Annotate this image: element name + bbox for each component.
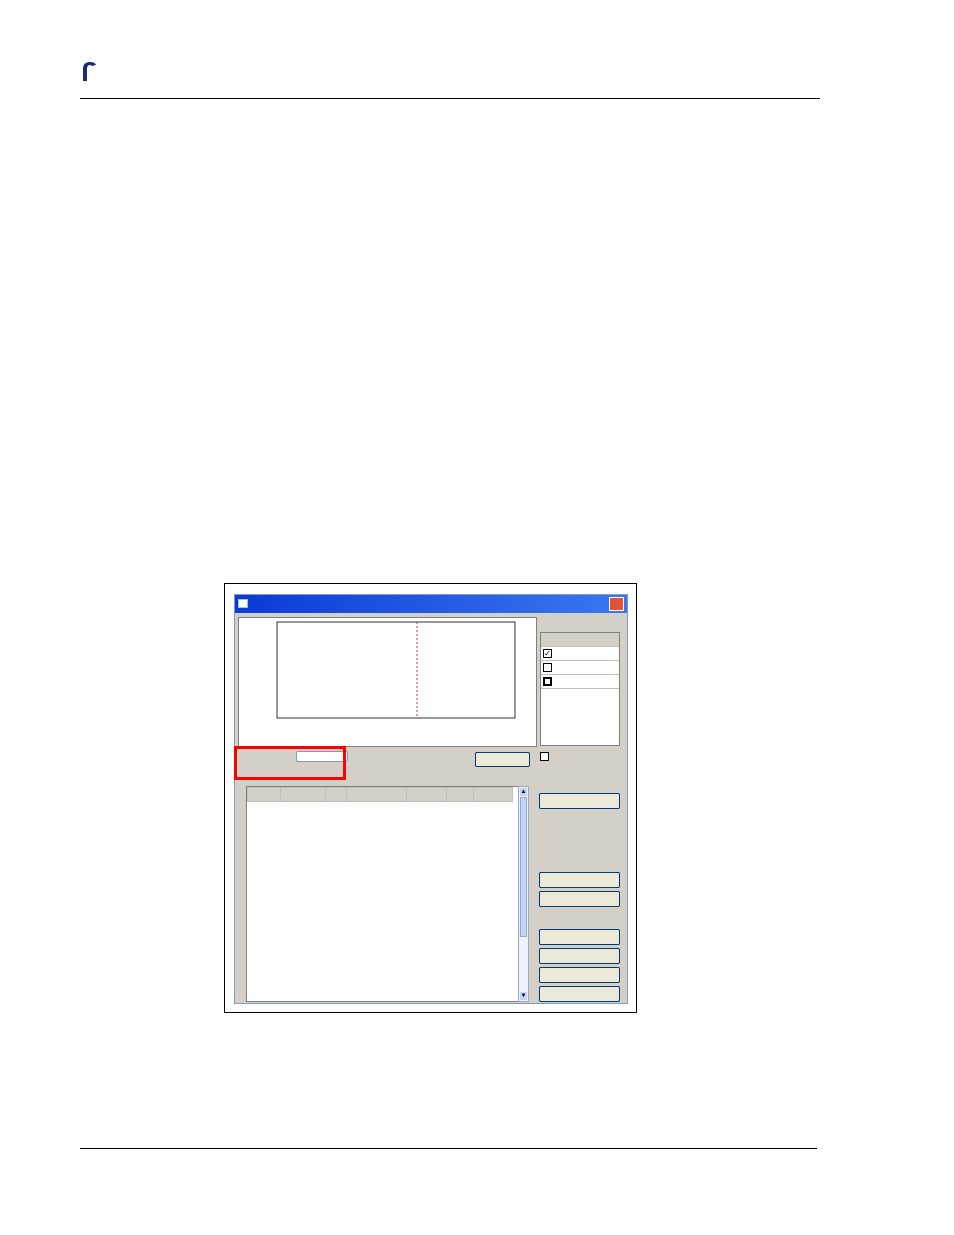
window-icon — [238, 599, 248, 608]
col-peaks[interactable] — [326, 788, 347, 802]
figure-frame — [224, 583, 637, 1013]
col-percent-area[interactable] — [447, 788, 474, 802]
close-icon[interactable] — [609, 597, 624, 611]
save-button[interactable] — [539, 967, 620, 983]
scroll-up-icon[interactable]: ▲ — [520, 789, 527, 795]
peaks-table — [247, 787, 513, 802]
mass-checklist — [540, 632, 620, 746]
checklist-item-99[interactable] — [541, 675, 619, 689]
table-scrollbar[interactable] — [518, 786, 529, 1002]
hide-graph-checkbox[interactable] — [540, 752, 549, 761]
inficon-logo — [80, 58, 200, 86]
print-button[interactable] — [539, 948, 620, 964]
col-peak-response[interactable] — [347, 788, 407, 802]
scroll-thumb[interactable] — [520, 797, 527, 937]
search-button[interactable] — [539, 793, 620, 809]
checklist-item-0[interactable] — [541, 661, 619, 675]
peaks-found-window — [234, 594, 628, 1004]
highlight-box — [234, 746, 346, 780]
scroll-down-icon[interactable]: ▼ — [520, 993, 527, 999]
window-titlebar — [235, 595, 627, 613]
checkbox-0[interactable] — [543, 663, 552, 672]
peaks-table-container — [246, 786, 529, 1002]
chromatogram-panel — [238, 617, 537, 747]
redo-peak-search-button[interactable] — [539, 872, 620, 888]
peak-search-param-button[interactable] — [539, 891, 620, 907]
close-button[interactable] — [539, 986, 620, 1002]
checkbox-resp[interactable]: ✓ — [544, 649, 551, 658]
checklist-header — [541, 633, 619, 647]
footer-rule — [80, 1148, 817, 1149]
checklist-item-resp[interactable] — [541, 647, 619, 661]
checkbox-99[interactable] — [543, 677, 552, 686]
col-scan-range[interactable] — [281, 788, 326, 802]
chromatogram-plot[interactable] — [239, 618, 536, 746]
table-header-row — [248, 788, 513, 802]
inficon-logo-icon — [80, 60, 98, 82]
col-area[interactable] — [407, 788, 447, 802]
col-ret-time[interactable] — [248, 788, 281, 802]
header-rule — [80, 98, 820, 99]
col-hits-found[interactable] — [474, 788, 513, 802]
add-peaks-button[interactable] — [475, 752, 530, 767]
report-preview-button[interactable] — [539, 929, 620, 945]
